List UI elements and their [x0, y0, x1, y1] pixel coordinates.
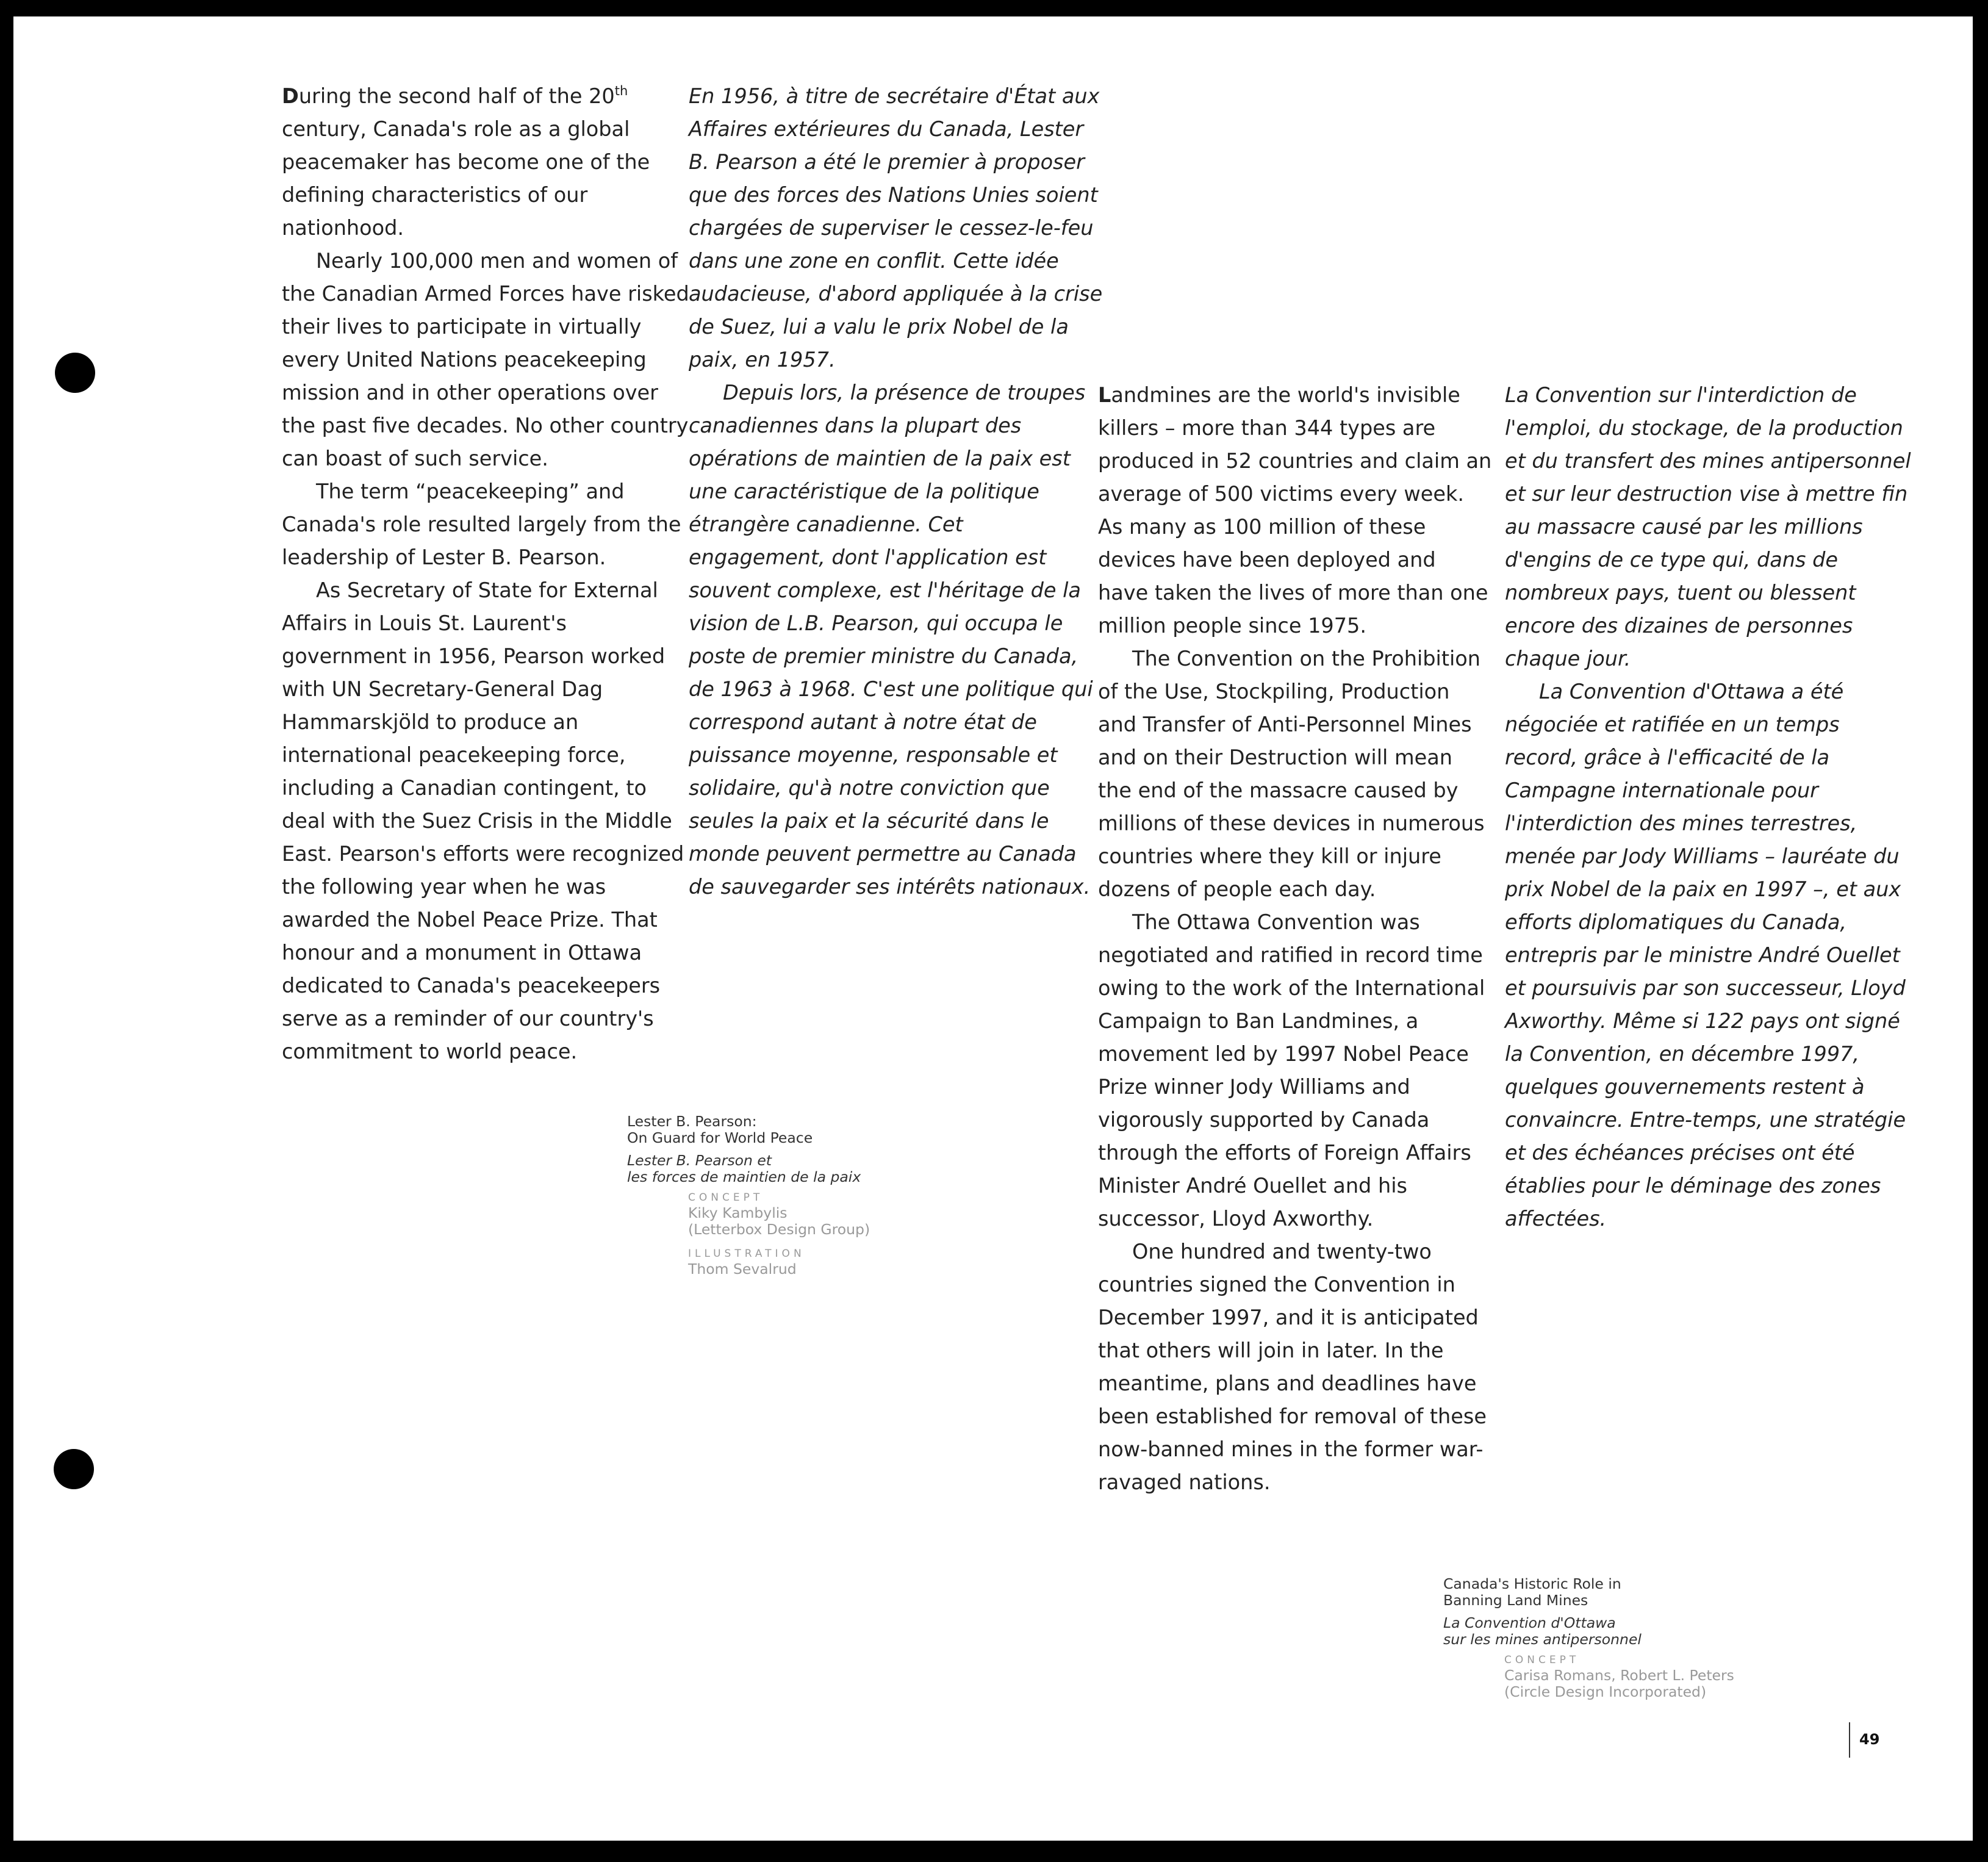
credit-name: Kiky Kambylis — [688, 1204, 788, 1221]
paragraph: La Convention d'Ottawa a été négociée et ratifiée en un temps record, grâce à l'efficacité de la Campagne internationale pour l'interdiction des mines terrestres, menée par Jody Williams – lauréate du prix Nobel de la paix en 1997 –, et aux efforts diplomatiques du Canada, entrepris par le ministre André Ouellet et poursuivis par son successeur, Lloyd Axworthy. Même si 122 pays ont signé la Convention, en décembre 1997, quelques gouvernements restent à convaincre. Entre-temps, une stratégie et des échéances précises ont été établies pour le déminage des zones affectées. — [1505, 680, 1906, 1231]
page-number: 49 — [1859, 1731, 1880, 1748]
caption-title-en: Lester B. Pearson: On Guard for World Peace — [627, 1113, 813, 1146]
column-french-landmines — [1505, 379, 1914, 1235]
paragraph: La Convention sur l'interdiction de l'emploi, du stockage, de la production et du transfert des mines antipersonnel et sur leur destruction vise à mettre fin au massacre causé par les millions d'engins de ce type qui, dans de nombreux pays, tuent ou blessent encore des dizaines de personnes chaque jour. — [1505, 383, 1911, 670]
caption-pearson-stamp — [627, 1113, 870, 1278]
caption-title-fr: La Convention d'Ottawa sur les mines antipersonnel — [1443, 1614, 1642, 1648]
column-english-landmines — [1098, 379, 1492, 1499]
paragraph: The Ottawa Convention was negotiated and ratified in record time owing to the work of the International Campaign to Ban Landmines, a movement led by 1997 Nobel Peace Prize winner Jody Williams and vigorously supported by Canada through the efforts of Foreign Affairs Minister André Ouellet and his successor, Lloyd Axworthy. — [1098, 910, 1485, 1231]
superscript: th — [614, 84, 628, 98]
paragraph: Depuis lors, la présence de troupes canadiennes dans la plupart des opérations de maintien de la paix est une caractéristique de la politique étrangère canadienne. Cet engagement, dont l'application est souvent complexe, est l'héritage de la vision de L.B. Pearson, qui occupa le poste de premier ministre du Canada, de 1963 à 1968. C'est une politique qui correspond autant à notre état de puissance moyenne, responsable et solidaire, qu'à notre conviction que seules la paix et la sécurité dans le monde peuvent permettre au Canada de sauvegarder ses intérêts nationaux. — [689, 381, 1093, 899]
caption-title-fr: Lester B. Pearson et les forces de maintien de la paix — [627, 1152, 861, 1185]
page — [13, 16, 1973, 1841]
credit-name: (Letterbox Design Group) — [688, 1221, 870, 1238]
column-french-pearson — [689, 80, 1103, 904]
drop-cap: D — [282, 84, 299, 108]
paragraph: One hundred and twenty-two countries signed the Convention in December 1997, and it is anticipated that others will join in later. In the meantime, plans and deadlines have been established for removal of these now-banned mines in the former war-ravaged nations. — [1098, 1240, 1487, 1494]
column-english-pearson — [282, 80, 689, 1068]
page-number-rule — [1849, 1722, 1850, 1758]
credit-name: Thom Sevalrud — [688, 1260, 797, 1278]
binder-hole — [54, 1449, 94, 1489]
paragraph: The term “peacekeeping” and Canada's role resulted largely from the leadership of Lester B. Pearson. — [282, 480, 681, 569]
credit-role: CONCEPT — [1504, 1654, 1580, 1666]
paragraph: As Secretary of State for External Affairs in Louis St. Laurent's government in 1956, Pearson worked with UN Secretary-General Dag Hammarskjöld to produce an international peacekeeping force, including a Canadian contingent, to deal with the Suez Crisis in the Middle East. Pearson's efforts were recognized the following year when he was awarded the Nobel Peace Prize. That honour and a monument in Ottawa dedicated to Canada's peacekeepers serve as a reminder of our country's commitment to world peace. — [282, 578, 684, 1063]
caption-title-en: Canada's Historic Role in Banning Land Mines — [1443, 1575, 1621, 1609]
credit-name: (Circle Design Incorporated) — [1504, 1683, 1707, 1700]
caption-credits — [1504, 1653, 1734, 1700]
credit-role: ILLUSTRATION — [688, 1248, 805, 1260]
caption-landmines-stamp — [1443, 1576, 1734, 1700]
paragraph: During the second half of the 20th century, Canada's role as a global peacemaker has become one of the defining characteristics of our nationhood. — [282, 84, 650, 240]
binder-hole — [55, 353, 95, 393]
paragraph: Landmines are the world's invisible killers – more than 344 types are produced in 52 countries and claim an average of 500 victims every week. As many as 100 million of these devices have been deployed and have taken the lives of more than one million people since 1975. — [1098, 383, 1492, 638]
credit-name: Carisa Romans, Robert L. Peters — [1504, 1667, 1734, 1684]
paragraph: En 1956, à titre de secrétaire d'État aux Affaires extérieures du Canada, Lester B. Pearson a été le premier à proposer que des forces des Nations Unies soient chargées de superviser le cessez-le-feu dans une zone en conflit. Cette idée audacieuse, d'abord appliquée à la crise de Suez, lui a valu le prix Nobel de la paix, en 1957. — [689, 84, 1103, 372]
paragraph: Nearly 100,000 men and women of the Canadian Armed Forces have risked their lives to participate in virtually every United Nations peacekeeping mission and in other operations over the past five decades. No other country can boast of such service. — [282, 249, 689, 470]
paragraph: The Convention on the Prohibition of the Use, Stockpiling, Production and Transfer of Anti-Personnel Mines and on their Destruction will mean the end of the massacre caused by millions of these devices in numerous countries where they kill or injure dozens of people each day. — [1098, 647, 1485, 901]
caption-credits — [688, 1190, 870, 1278]
drop-cap: L — [1098, 383, 1111, 407]
credit-role: CONCEPT — [688, 1192, 764, 1204]
